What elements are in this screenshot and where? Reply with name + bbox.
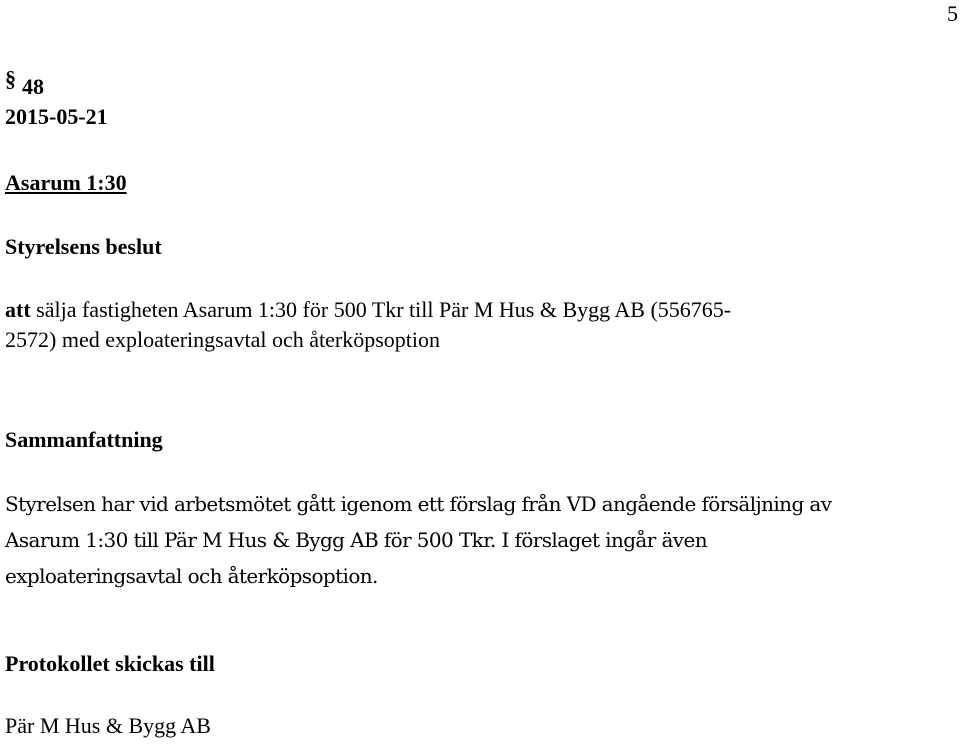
decision-text: [5, 295, 955, 355]
page-number: 5: [947, 1, 958, 26]
decision-text-line1: sälja fastigheten Asarum 1:30 för 500 Tkr till Pär M Hus & Bygg AB (556765-: [30, 297, 732, 322]
decision-line-2: 2572) med exploateringsavtal och återköpsoption: [5, 327, 440, 352]
summary-line-2: Asarum 1:30 till Pär M Hus & Bygg AB för 500 Tkr. I förslaget ingår även: [5, 528, 708, 552]
decision-line-1: [5, 295, 955, 325]
meeting-date: 2015-05-21: [5, 104, 108, 129]
paragraph-number: 48: [22, 74, 44, 99]
summary-line-3: exploateringsavtal och återköpsoption.: [5, 564, 378, 588]
decision-heading: Styrelsens beslut: [5, 234, 162, 259]
distribution-heading: Protokollet skickas till: [5, 651, 215, 676]
distribution-recipient: Pär M Hus & Bygg AB: [5, 713, 211, 738]
section-sign: §: [5, 66, 16, 91]
summary-heading: Sammanfattning: [5, 427, 163, 452]
document-title: Asarum 1:30: [5, 170, 127, 195]
summary-line-1: Styrelsen har vid arbetsmötet gått igenom ett förslag från VD angående försäljning av: [5, 492, 832, 516]
decision-lead-word: att: [5, 297, 31, 322]
summary-text: [5, 486, 955, 594]
